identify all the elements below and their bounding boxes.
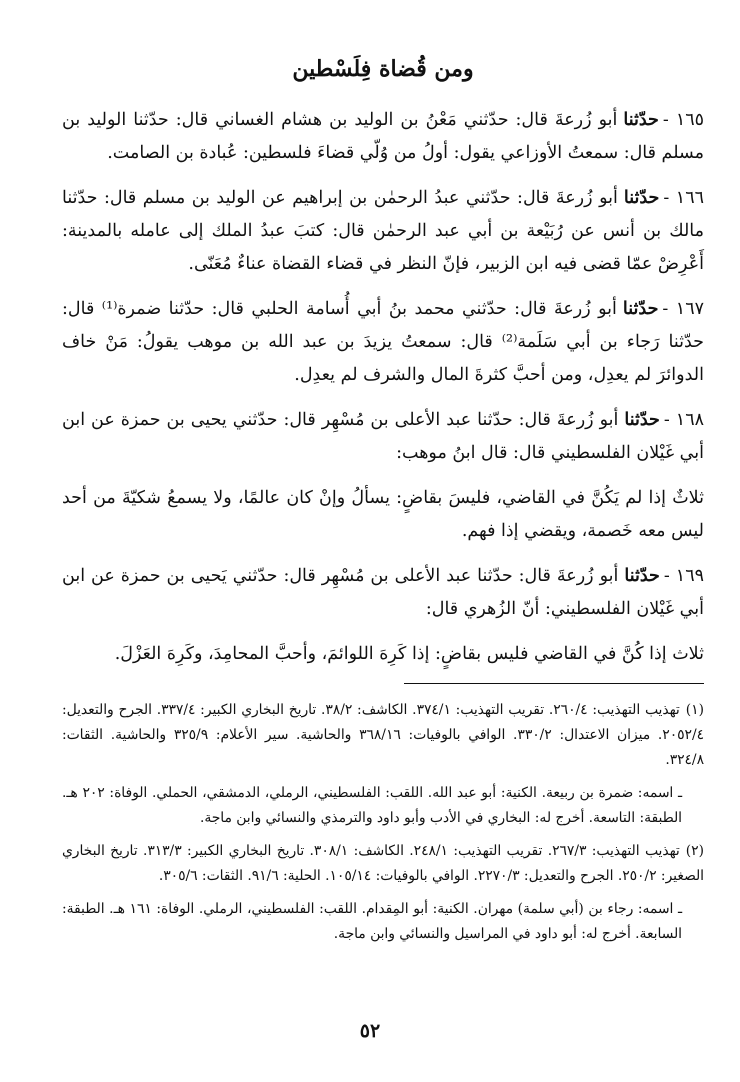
hadith-keyword: حدّثنا	[624, 566, 660, 586]
section-heading: ومن قُضاة فِلَسْطين	[292, 56, 474, 82]
hadith-number: ١٦٥ -	[662, 110, 705, 130]
footnote-separator	[404, 683, 704, 684]
page-number: ٥٢	[359, 1020, 381, 1042]
footnote-marker: (١)	[685, 702, 704, 718]
hadith-text: أبو زُرعةَ قال: حدّثني محمد بنُ أبي أُسامة الحلبي قال: حدّثنا ضمرة⁽¹⁾ قال: حدّثنا رَجاء بن أبي سَلَمة⁽²⁾ قال: سمعتُ يزيدَ بن عبد الله بن موهب يقولُ: مَنْ خاف الدوائرَ لم يعدِل، ومن أحبَّ كثرةَ المال والشرف لم يعدِل.	[62, 299, 704, 385]
hadith-169-quote: ثلاث إذا كُنَّ في القاضي فليس بقاضٍ: إذا كَرِهَ اللوائمَ، وأحبَّ المحامِدَ، وكَرِهَ العَزْلَ.	[114, 644, 704, 664]
hadith-keyword: حدّثنا	[623, 188, 660, 208]
footnote-refs: تهذيب التهذيب: ٢٦٧/٣. تقريب التهذيب: ٢٤٨/١. الكاشف: ٣٠٨/١. تاريخ البخاري الكبير: ٣١٣/٣. تاريخ البخاري الصغير: ٢٥٠/٢. الجرح والتعديل: ٢٢٧٠/٣. الوافي بالوفيات: ١٠٥/١٤. الحلية: ٩١/٦. الثقات: ٣٠٥/٦.	[62, 843, 704, 884]
hadith-167	[62, 293, 704, 392]
footnote-refs: تهذيب التهذيب: ٢٦٠/٤. تقريب التهذيب: ٣٧٤/١. الكاشف: ٣٨/٢. تاريخ البخاري الكبير: ٣٣٧/٤. الجرح والتعديل: ٢٠٥٢/٤. ميزان الاعتدال: ٣٣٠/٢. الوافي بالوفيات: ٣٦٨/١٦ والحاشية. سير الأعلام: ٣٢٥/٩ والحاشية. الثقات: ٣٢٤/٨.	[62, 702, 704, 768]
hadith-keyword: حدّثنا	[622, 299, 659, 319]
hadith-keyword: حدّثنا	[624, 410, 660, 430]
hadith-number: ١٦٨ -	[663, 410, 704, 430]
hadith-168	[62, 404, 704, 470]
footnote-2	[62, 839, 704, 889]
hadith-text: أبو زُرعةَ قال: حدّثني مَعْنُ بن الوليد بن هشام الغساني قال: حدّثنا الوليد بن مسلم قال: سمعتُ الأوزاعي يقول: أولُ من وُلّي قضاءَ فلسطين: عُبادة بن الصامت.	[62, 110, 704, 163]
hadith-keyword: حدّثنا	[623, 110, 659, 130]
footnote-1	[62, 698, 704, 773]
footnote-marker: (٢)	[685, 843, 704, 859]
hadith-number: ١٦٦ -	[663, 188, 704, 208]
hadith-number: ١٦٩ -	[663, 566, 704, 586]
footnote-1-bio: ـ اسمه: ضمرة بن ربيعة. الكنية: أبو عبد الله. اللقب: الفلسطيني، الرملي، الدمشقي، الحملي. الوفاة: ٢٠٢ هـ. الطبقة: التاسعة. أخرج له: البخاري في الأدب وأبو داود والترمذي والنسائي وابن ماجة.	[62, 785, 683, 826]
hadith-number: ١٦٧ -	[662, 299, 704, 319]
hadith-166	[62, 182, 704, 281]
hadith-165	[62, 104, 704, 170]
hadith-168-quote: ثلاثٌ إذا لم يَكُنَّ في القاضي، فليسَ بقاضٍ: يسألُ وإنْ كان عالمًا، ولا يسمعُ شكيّةَ من أحد ليس معه خَصمة، ويقضي إذا فهم.	[62, 488, 704, 541]
hadith-text: أبو زُرعةَ قال: حدّثنا عبد الأعلى بن مُسْهِر قال: حدّثني يَحيى بن حمزة عن ابن أبي غَيْلان الفلسطيني: أنّ الزُهري قال:	[62, 566, 704, 619]
hadith-text: أبو زُرعةَ قال: حدّثني عبدُ الرحمٰن بن إبراهيم عن الوليد بن مسلم قال: حدّثنا مالك بن أنس عن رُبَيْعة بن أبي عبد الرحمٰن قال: كتبَ عبدُ الملك إلى عامله بالمدينة: أَعْرِضْ عمّا قضى فيه ابن الزبير، فإنّ النظر في قضاء القضاة عناءٌ مُعَنّى.	[62, 188, 704, 274]
footnote-2-bio: ـ اسمه: رجاء بن (أبي سلمة) مهران. الكنية: أبو المِقدام. اللقب: الفلسطيني، الرملي. الوفاة: ١٦١ هـ. الطبقة: السابعة. أخرج له: أبو داود في المراسيل والنسائي وابن ماجة.	[62, 901, 682, 942]
hadith-169	[62, 560, 704, 626]
hadith-text: أبو زُرعةَ قال: حدّثنا عبد الأعلى بن مُسْهِر قال: حدّثني يحيى بن حمزة عن ابن أبي غَيْلان الفلسطيني قال: قال ابنُ موهب:	[62, 410, 704, 463]
